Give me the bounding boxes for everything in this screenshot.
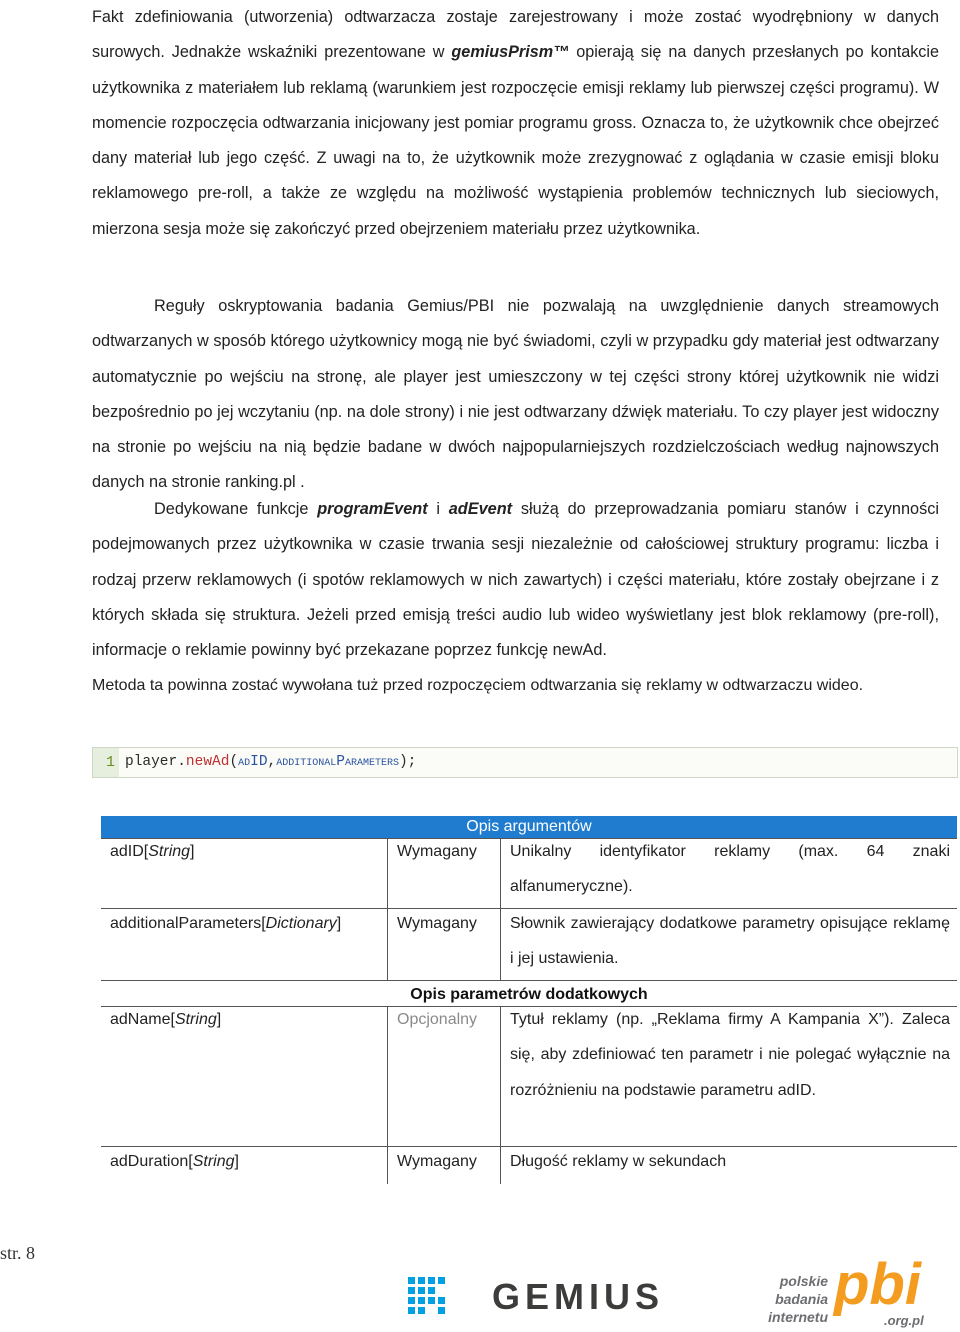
code-snippet: [92, 747, 958, 778]
column-divider: [387, 838, 388, 980]
gemius-logo-text: GEMIUS: [492, 1276, 665, 1317]
function-name: adEvent: [448, 500, 513, 518]
paragraph-method: Metoda ta powinna zostać wywołana tuż przed rozpoczęciem odtwarzania się reklamy w odtwarzaczu wideo.: [92, 677, 864, 694]
brand-name: gemiusPrism™: [451, 43, 570, 62]
pbi-logo-line: polskie: [779, 1273, 828, 1289]
table-header-arguments: Opis argumentów: [101, 816, 957, 838]
table-cell-description: Długość reklamy w sekundach: [510, 1153, 727, 1170]
code-paren-open: (: [229, 754, 239, 770]
table-cell-name: adDuration[String]: [110, 1153, 239, 1170]
paragraph-rules: [92, 289, 939, 501]
table-cell-name: adName[String]: [110, 1011, 222, 1028]
param-type: Dictionary: [265, 915, 337, 932]
paragraph-functions: [92, 492, 939, 668]
param-type: String: [174, 1011, 217, 1028]
param-name: additionalParameters: [110, 915, 262, 932]
param-name: adName: [110, 1011, 171, 1028]
pbi-logo-letters: pbi: [834, 1254, 921, 1317]
paragraph-text: Reguły oskryptowania badania Gemius/PBI nie pozwalają na uwzględnienie danych streamowych odtwarzanych w sposób którego użytkownicy mogą nie być świadomi, czyli w przypadku gdy materiał jest odtwarzany automatycznie po wejściu na stronę, ale player jest umieszczony w tej części strony której użytkownik nie widzi bezpośrednio po jej wczytaniu (np. na dole strony) i nie jest odtwarzany dźwięk materiału. To czy player jest widoczny na stronie po wejściu na nią będzie badane w dwóch najpopularniejszych rozdzielczościach według najnowszych danych na stronie ranking.pl .: [92, 297, 939, 492]
pbi-logo: [764, 1254, 940, 1328]
param-name: adDuration: [110, 1153, 189, 1170]
table-cell-required: Wymagany: [397, 1153, 477, 1170]
gemius-logo: [406, 1273, 686, 1319]
param-name: adID: [110, 843, 144, 860]
column-divider: [500, 1006, 501, 1184]
paragraph-text: służą do przeprowadzania pomiaru stanów i czynności podejmowanych przez użytkownika w czasie trwania sesji niezależnie od całościowej struktury programu: liczba i rodzaj przerw reklamowych (i spotów reklamowych w nich zawartych) i części materiału, które zostały obejrzane i z których składa się struktura. Jeżeli przed emisją treści audio lub wideo wyświetlany jest blok reklamowy (pre-roll), informacje o reklamie powinny być przekazane poprzez funkcję newAd.: [92, 500, 939, 660]
column-divider: [387, 1006, 388, 1184]
table-cell-required: Opcjonalny: [397, 1011, 478, 1028]
paragraph-intro: [92, 0, 939, 247]
pbi-logo-line: internetu: [768, 1309, 828, 1325]
table-cell-description: Słownik zawierający dodatkowe parametry opisujące reklamę i jej ustawienia.: [510, 915, 950, 968]
pbi-logo-line: badania: [775, 1291, 828, 1307]
paragraph-text: opierają się na danych przesłanych po kontakcie użytkownika z materiałem lub reklamą (warunkiem jest rozpoczęcie emisji reklamy lub pierwszej części programu). W momencie rozpoczęcia odtwarzania inicjowany jest pomiar programu gross. Oznacza to, że użytkownik chce obejrzeć dany materiał lub jego część. Z uwagi na to, że użytkownik może zrezygnować z oglądania w czasie emisji bloku reklamowego pre-roll, a także ze względu na możliwość wystąpienia problemów technicznych lub sieciowych, mierzona sesja może się zakończyć przed obejrzeniem materiału przez użytkownika.: [92, 43, 939, 238]
table-cell-name: additionalParameters[Dictionary]: [110, 915, 342, 932]
code-arg: adID: [238, 754, 268, 770]
table-cell-description: Tytuł reklamy (np. „Reklama firmy A Kampania X”). Zaleca się, aby zdefiniować ten parametr i nie polegać wyłącznie na rozróżnieniu na podstawie parametru adID.: [510, 1011, 950, 1099]
param-type: String: [148, 843, 191, 860]
code-object: player.: [125, 754, 186, 770]
table-header-params: Opis parametrów dodatkowych: [410, 986, 648, 1003]
column-divider: [500, 838, 501, 980]
arguments-table: [101, 816, 957, 1184]
function-name: programEvent: [317, 500, 428, 518]
table-cell-name: adID[String]: [110, 843, 195, 860]
table-cell-required: Wymagany: [397, 915, 477, 932]
code-line: [125, 748, 416, 777]
page-number: str. 8: [0, 1243, 36, 1263]
paragraph-text: Dedykowane funkcje: [154, 500, 318, 518]
code-arg: additionalParameters: [276, 754, 399, 770]
param-type: String: [192, 1153, 235, 1170]
table-cell-required: Wymagany: [397, 843, 477, 860]
code-function: newAd: [185, 754, 230, 770]
code-line-number: 1: [93, 748, 119, 777]
paragraph-text: i: [427, 500, 449, 518]
row-divider: [101, 980, 957, 981]
pbi-logo-mark: [764, 1254, 940, 1328]
gemius-logo-mark: [406, 1273, 686, 1319]
code-paren-close: );: [398, 754, 417, 770]
code-comma: ,: [267, 754, 277, 770]
paragraph-text: Fakt zdefiniowania (utworzenia) odtwarzacza zostaje zarejestrowany i może zostać wyodrębniony w danych surowych. Jednakże wskaźniki prezentowane w: [92, 8, 939, 62]
table-cell-description: Unikalny identyfikator reklamy (max. 64 znaki alfanumeryczne).: [510, 843, 950, 896]
pbi-logo-domain: .org.pl: [884, 1313, 924, 1328]
